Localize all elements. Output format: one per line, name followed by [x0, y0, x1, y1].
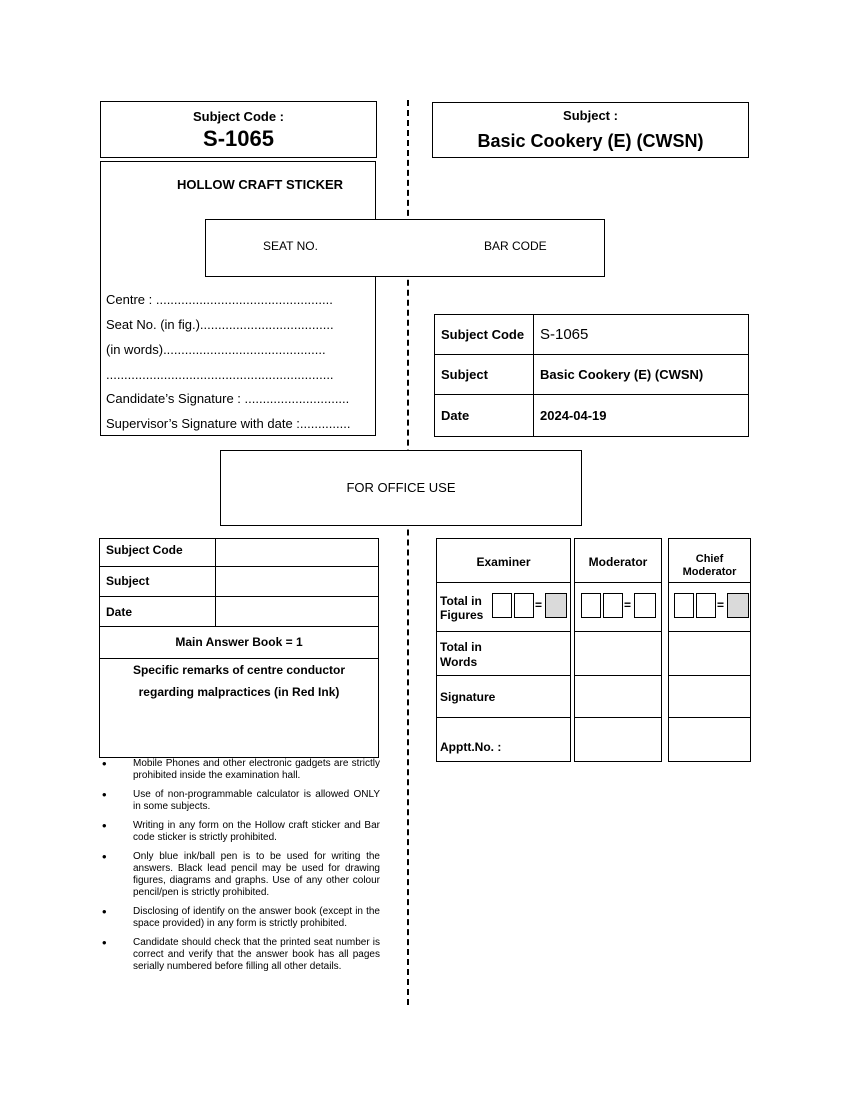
blank-line: ............................................................... — [106, 367, 334, 382]
chief-moderator-header: Chief Moderator — [682, 553, 737, 578]
remarks-line-1: Specific remarks of centre conductor — [132, 663, 346, 677]
sticker-title: HOLLOW CRAFT STICKER — [176, 177, 344, 192]
office-row-subject: Subject — [106, 574, 150, 588]
subject-info-table — [434, 314, 749, 437]
info-value: Basic Cookery (E) (CWSN) — [534, 355, 749, 395]
main-answer-book: Main Answer Book = 1 — [175, 635, 303, 649]
office-row-subject-code: Subject Code — [106, 543, 183, 557]
subject-box — [432, 102, 749, 158]
bar-code-label: BAR CODE — [484, 239, 547, 253]
figure-box-2[interactable] — [514, 593, 534, 618]
equals-sign: = — [535, 598, 543, 612]
subject-code-box — [100, 101, 377, 158]
total-figures-label: Total in Figures — [440, 594, 484, 622]
subject-value: Basic Cookery (E) (CWSN) — [477, 131, 704, 151]
instruction-item: • Writing in any form on the Hollow craft sticker and Bar code sticker is strictly prohibited. — [100, 820, 380, 844]
seat-barcode-box — [205, 219, 605, 277]
info-label: Date — [435, 395, 534, 437]
seat-fig-line: Seat No. (in fig.)..................................... — [106, 317, 334, 332]
supervisor-signature-line: Supervisor’s Signature with date :.............. — [106, 416, 351, 431]
info-value: 2024-04-19 — [534, 395, 749, 437]
instruction-item: • Use of non-programmable calculator is allowed ONLY in some subjects. — [100, 789, 380, 813]
examiner-header: Examiner — [476, 555, 531, 569]
equals-sign: = — [717, 598, 725, 612]
candidate-signature-line: Candidate’s Signature : ............................. — [106, 391, 350, 406]
seat-no-label: SEAT NO. — [263, 239, 318, 253]
figure-box-2[interactable] — [603, 593, 623, 618]
info-label: Subject — [435, 355, 534, 395]
chief-moderator-column — [668, 538, 751, 762]
subject-code-label: Subject Code : — [192, 109, 284, 124]
instructions-list — [100, 758, 380, 980]
in-words-line: (in words)............................................. — [106, 342, 326, 357]
office-row-date: Date — [106, 605, 133, 619]
marks-label-column — [436, 538, 571, 762]
centre-line: Centre : ................................................. — [106, 292, 333, 307]
info-row-date — [435, 395, 749, 437]
figure-box-1[interactable] — [492, 593, 512, 618]
equals-sign: = — [624, 598, 632, 612]
office-details-table — [99, 538, 379, 758]
office-use-box — [220, 450, 582, 526]
info-row-subject — [435, 355, 749, 395]
figure-box-2[interactable] — [696, 593, 716, 618]
figure-box-1[interactable] — [581, 593, 601, 618]
subject-label: Subject : — [563, 108, 618, 123]
instruction-item: • Candidate should check that the printed seat number is correct and verify that the answer book has all pages serially numbered before filling all other details. — [100, 937, 380, 973]
instruction-item: • Only blue ink/ball pen is to be used for writing the answers. Black lead pencil may be used for drawing figures, diagrams and graphs. Use of any other colour pencil/pen is strictly prohibited. — [100, 851, 380, 899]
total-words-label: Total in Words — [440, 640, 482, 669]
instruction-item: • Disclosing of identify on the answer book (except in the space provided) in any form is strictly prohibited. — [100, 906, 380, 930]
figure-total-box[interactable] — [727, 593, 749, 618]
figure-box-1[interactable] — [674, 593, 694, 618]
signature-label: Signature — [440, 690, 496, 704]
info-row-subject-code — [435, 315, 749, 355]
moderator-header: Moderator — [588, 555, 648, 569]
figure-total-box[interactable] — [545, 593, 567, 618]
apptt-no-label: Apptt.No. : — [440, 740, 502, 754]
figure-total-box[interactable] — [634, 593, 656, 618]
info-value: S-1065 — [534, 315, 749, 355]
moderator-column — [574, 538, 662, 762]
subject-code-value: S-1065 — [203, 126, 274, 151]
office-use-label: FOR OFFICE USE — [346, 480, 456, 495]
info-label: Subject Code — [435, 315, 534, 355]
instruction-item: • Mobile Phones and other electronic gadgets are strictly prohibited inside the examination hall. — [100, 758, 380, 782]
remarks-line-2: regarding malpractices (in Red Ink) — [138, 685, 340, 699]
